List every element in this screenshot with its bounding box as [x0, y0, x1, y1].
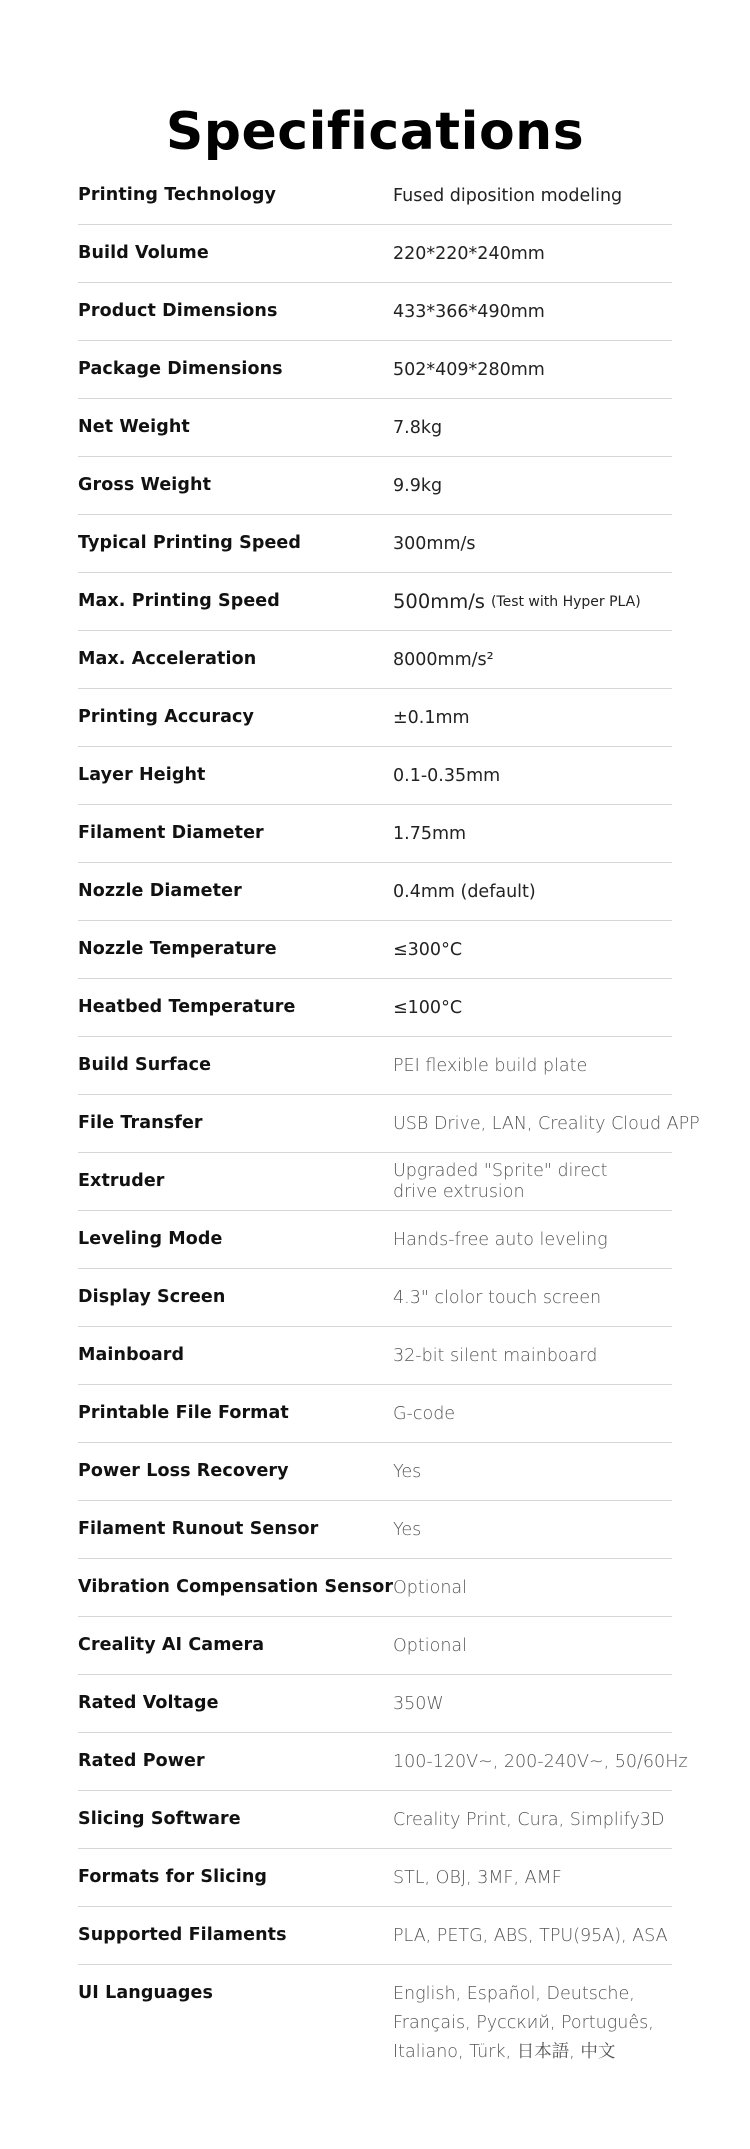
spec-label: Rated Power	[78, 1751, 205, 1771]
spec-row-rated-power	[78, 1733, 688, 1791]
spec-label: Net Weight	[78, 417, 190, 437]
spec-value: 350W	[393, 1693, 444, 1714]
spec-row-supported-filaments	[78, 1907, 672, 1965]
spec-value: 0.1-0.35mm	[393, 765, 501, 786]
spec-value: Yes	[393, 1461, 422, 1482]
spec-label: Display Screen	[78, 1287, 226, 1307]
spec-label: Printable File Format	[78, 1403, 289, 1423]
spec-value: 4.3" clolor touch screen	[393, 1287, 602, 1308]
spec-value: Yes	[393, 1519, 422, 1540]
page-title: Specifications	[165, 101, 585, 162]
spec-value-note: (Test with Hyper PLA)	[490, 593, 641, 610]
spec-row-typical-printing-speed	[78, 515, 672, 573]
spec-row-creality-ai-camera	[78, 1617, 672, 1675]
spec-label: UI Languages	[78, 1983, 214, 2003]
spec-value: Creality Print, Cura, Simplify3D	[393, 1809, 665, 1830]
spec-label: Product Dimensions	[78, 301, 278, 321]
spec-label: Creality AI Camera	[78, 1635, 265, 1655]
spec-row-printable-file-format	[78, 1385, 672, 1443]
spec-label: Heatbed Temperature	[78, 997, 296, 1017]
spec-value: Hands-free auto leveling	[393, 1229, 608, 1250]
spec-label: Filament Runout Sensor	[78, 1519, 319, 1539]
spec-value	[393, 573, 641, 630]
spec-row-vibration-compensation-sensor	[78, 1559, 672, 1617]
spec-row-slicing-software	[78, 1791, 672, 1849]
spec-label: Package Dimensions	[78, 359, 283, 379]
spec-row-net-weight	[78, 399, 672, 457]
spec-row-package-dimensions	[78, 341, 672, 399]
spec-value: Optional	[393, 1577, 467, 1598]
spec-value: Optional	[393, 1635, 467, 1656]
spec-label: Max. Acceleration	[78, 649, 257, 669]
spec-value: 9.9kg	[393, 475, 443, 496]
spec-row-ui-languages	[78, 1965, 672, 2062]
spec-value-line: drive extrusion	[393, 1181, 525, 1202]
spec-label: Nozzle Temperature	[78, 939, 277, 959]
spec-label: Extruder	[78, 1171, 165, 1191]
spec-label: Build Volume	[78, 243, 209, 263]
spec-row-printing-accuracy	[78, 689, 672, 747]
spec-value: USB Drive, LAN, Creality Cloud APP	[393, 1113, 700, 1134]
spec-row-filament-runout-sensor	[78, 1501, 672, 1559]
spec-label: Filament Diameter	[78, 823, 264, 843]
spec-value: Fused diposition modeling	[393, 185, 623, 206]
spec-row-max-printing-speed	[78, 573, 672, 631]
spec-label: Mainboard	[78, 1345, 185, 1365]
spec-row-display-screen	[78, 1269, 672, 1327]
spec-label: Rated Voltage	[78, 1693, 219, 1713]
spec-value: PLA, PETG, ABS, TPU(95A), ASA	[393, 1925, 668, 1946]
spec-value-line: Français, Русский, Português,	[393, 2013, 654, 2033]
spec-value: 502*409*280mm	[393, 359, 545, 380]
spec-row-leveling-mode	[78, 1211, 672, 1269]
spec-value: 300mm/s	[393, 533, 476, 554]
spec-row-file-transfer	[78, 1095, 700, 1153]
spec-value-line: Italiano, Türk, 日本語, 中文	[393, 2042, 616, 2062]
spec-value-line: Upgraded "Sprite" direct	[393, 1160, 608, 1181]
spec-label: Printing Accuracy	[78, 707, 255, 727]
spec-label: Build Surface	[78, 1055, 212, 1075]
spec-value-line: English, Español, Deutsche,	[393, 1984, 635, 2004]
spec-value: ≤300°C	[393, 939, 463, 960]
spec-value: 433*366*490mm	[393, 301, 545, 322]
spec-label: Power Loss Recovery	[78, 1461, 289, 1481]
spec-value	[393, 1153, 607, 1210]
spec-value: STL, OBJ, 3MF, AMF	[393, 1867, 562, 1888]
spec-row-gross-weight	[78, 457, 672, 515]
spec-label: Supported Filaments	[78, 1925, 287, 1945]
spec-row-power-loss-recovery	[78, 1443, 672, 1501]
spec-row-build-volume	[78, 225, 672, 283]
spec-value: 1.75mm	[393, 823, 467, 844]
spec-row-heatbed-temperature	[78, 979, 672, 1037]
spec-row-max-acceleration	[78, 631, 672, 689]
spec-value: 7.8kg	[393, 417, 443, 438]
spec-row-rated-voltage	[78, 1675, 672, 1733]
spec-label: Layer Height	[78, 765, 206, 785]
spec-row-mainboard	[78, 1327, 672, 1385]
spec-label: Vibration Compensation Sensor	[78, 1577, 394, 1597]
spec-value: ±0.1mm	[393, 707, 470, 728]
spec-row-build-surface	[78, 1037, 672, 1095]
spec-row-extruder	[78, 1153, 672, 1211]
spec-label: Typical Printing Speed	[78, 533, 302, 553]
spec-row-product-dimensions	[78, 283, 672, 341]
spec-label: Nozzle Diameter	[78, 881, 242, 901]
spec-row-formats-for-slicing	[78, 1849, 672, 1907]
spec-row-nozzle-temperature	[78, 921, 672, 979]
spec-row-nozzle-diameter	[78, 863, 672, 921]
spec-label: Slicing Software	[78, 1809, 241, 1829]
specifications-table	[78, 167, 700, 2062]
spec-label: Leveling Mode	[78, 1229, 223, 1249]
spec-value: 100-120V~, 200-240V~, 50/60Hz	[393, 1751, 688, 1772]
spec-label: Formats for Slicing	[78, 1867, 268, 1887]
spec-label: Printing Technology	[78, 185, 277, 205]
spec-label: Max. Printing Speed	[78, 591, 280, 611]
spec-row-printing-technology	[78, 167, 672, 225]
spec-value-main: 500mm/s	[393, 590, 485, 613]
spec-row-layer-height	[78, 747, 672, 805]
spec-label: File Transfer	[78, 1113, 203, 1133]
spec-value: 32-bit silent mainboard	[393, 1345, 598, 1366]
spec-row-filament-diameter	[78, 805, 672, 863]
spec-value: 8000mm/s²	[393, 649, 494, 670]
spec-label: Gross Weight	[78, 475, 212, 495]
spec-value	[393, 1980, 654, 2067]
spec-value: G-code	[393, 1403, 456, 1424]
spec-value: ≤100°C	[393, 997, 463, 1018]
spec-value: 0.4mm (default)	[393, 881, 536, 902]
spec-value: PEI flexible build plate	[393, 1055, 588, 1076]
spec-value: 220*220*240mm	[393, 243, 545, 264]
